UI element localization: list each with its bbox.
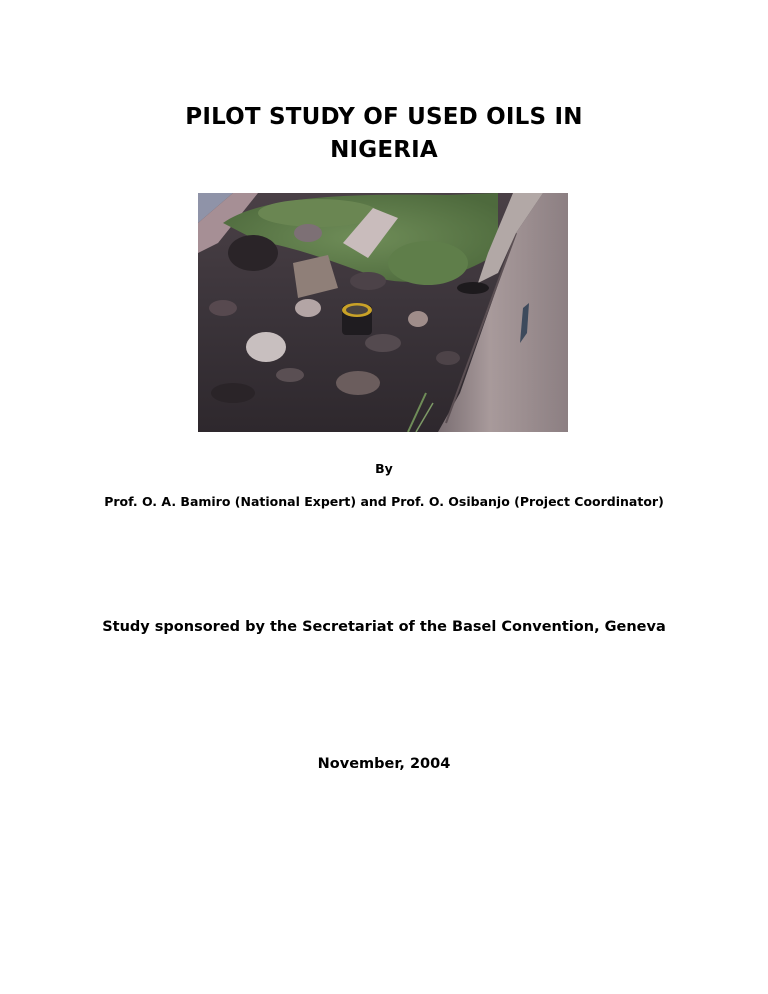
by-label: By (375, 460, 393, 476)
cover-photo (198, 193, 568, 432)
sponsor-line: Study sponsored by the Secretariat of the Basel Convention, Geneva (102, 618, 666, 635)
publication-date: November, 2004 (317, 755, 451, 772)
document-title (0, 101, 768, 167)
authors-line: Prof. O. A. Bamiro (National Expert) and Prof. O. Osibanjo (Project Coordinator) (104, 493, 664, 509)
oil-contaminated-ground-image (198, 193, 568, 432)
title-line-1: PILOT STUDY OF USED OILS IN (185, 104, 583, 131)
title-line-2: NIGERIA (330, 137, 438, 164)
